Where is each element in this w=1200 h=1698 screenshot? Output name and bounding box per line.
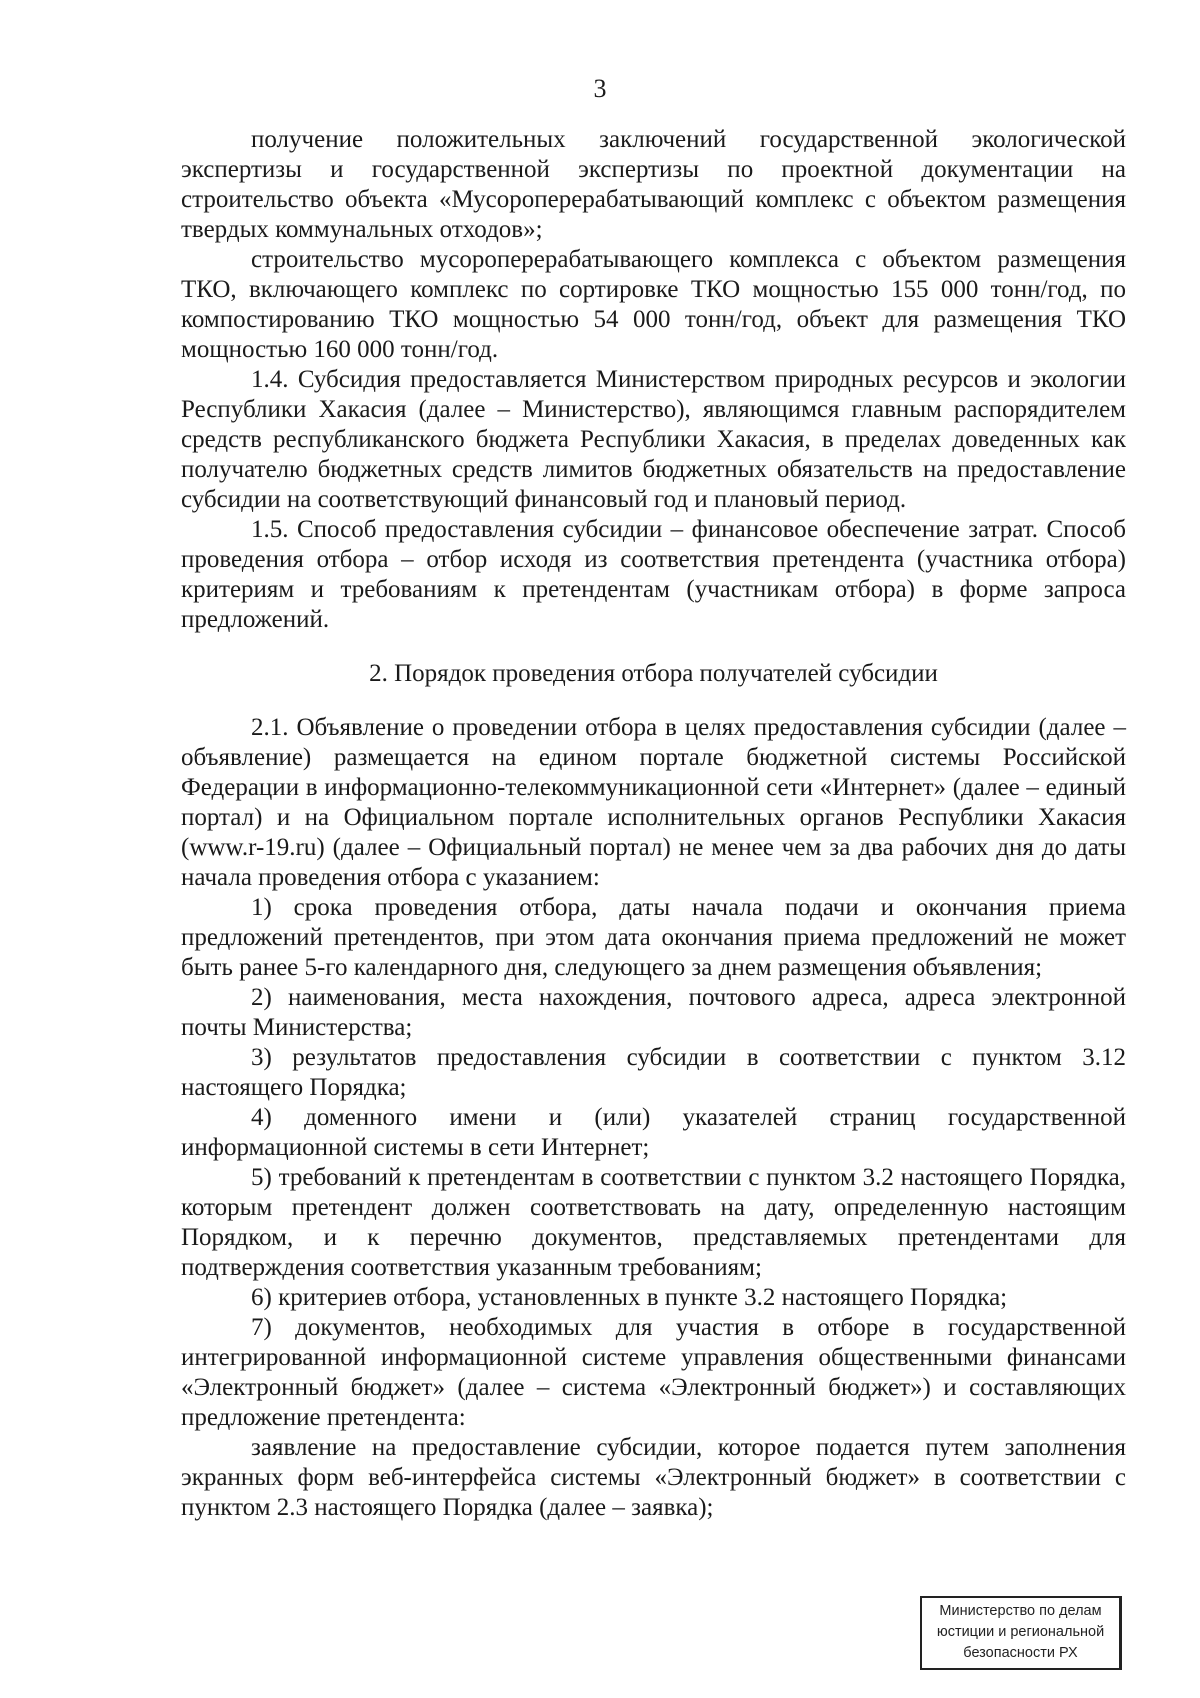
page-number: 3 (593, 74, 607, 103)
list-item: 5) требований к претендентам в соответствии с пунктом 3.2 настоящего Порядка, которым претендент должен соответствовать на дату, определенную настоящим Порядком, и к перечню документов, представляемых претендентами для подтверждения соответствия указанным требованиям; (181, 1164, 1126, 1281)
list-item: 7) документов, необходимых для участия в отборе в государственной интегрированной информационной системе управления общественными финансами «Электронный бюджет» (далее – система «Электронный бюджет») и составляющих предложение претендента: (181, 1314, 1126, 1431)
paragraph: 1.4. Субсидия предоставляется Министерством природных ресурсов и экологии Республики Хакасия (далее – Министерство), являющимся главным распорядителем средств республиканского бюджета Республики Хакасия, в пределах доведенных как получателю бюджетных средств лимитов бюджетных обязательств на предоставление субсидии на соответствующий финансовый год и плановый период. (181, 366, 1126, 513)
paragraph: строительство мусороперерабатывающего комплекса с объектом размещения ТКО, включающего комплекс по сортировке ТКО мощностью 155 000 тонн/год, по компостированию ТКО мощностью 54 000 тонн/год, объект для размещения ТКО мощностью 160 000 тонн/год. (181, 246, 1126, 363)
stamp-line: юстиции и региональной (936, 1624, 1105, 1640)
ministry-stamp (920, 1596, 1122, 1670)
paragraph: заявление на предоставление субсидии, которое подается путем заполнения экранных форм веб-интерфейса системы «Электронный бюджет» в соответствии с пунктом 2.3 настоящего Порядка (далее – заявка); (181, 1434, 1126, 1521)
list-item: 4) доменного имени и (или) указателей страниц государственной информационной системы в сети Интернет; (181, 1104, 1126, 1161)
list-item: 3) результатов предоставления субсидии в соответствии с пунктом 3.12 настоящего Порядка; (181, 1044, 1126, 1101)
paragraph: 2.1. Объявление о проведении отбора в целях предоставления субсидии (далее – объявление) размещается на едином портале бюджетной системы Российской Федерации в информационно-телекоммуникационной сети «Интернет» (далее – единый портал) и на Официальном портале исполнительных органов Республики Хакасия (www.r-19.ru) (далее – Официальный портал) не менее чем за два рабочих дня до даты начала проведения отбора с указанием: (181, 714, 1126, 891)
document-body (181, 125, 1126, 1523)
list-item: 6) критериев отбора, установленных в пункте 3.2 настоящего Порядка; (251, 1284, 1008, 1311)
list-item: 1) срока проведения отбора, даты начала подачи и окончания приема предложений претендентов, при этом дата окончания приема предложений не может быть ранее 5-го календарного дня, следующего за днем размещения объявления; (181, 894, 1126, 981)
paragraph: получение положительных заключений государственной экологической экспертизы и государственной экспертизы по проектной документации на строительство объекта «Мусороперерабатывающий комплекс с объектом размещения твердых коммунальных отходов»; (181, 126, 1126, 243)
stamp-line: Министерство по делам (939, 1603, 1102, 1619)
section-heading: 2. Порядок проведения отбора получателей субсидии (369, 660, 938, 687)
paragraph: 1.5. Способ предоставления субсидии – финансовое обеспечение затрат. Способ проведения отбора – отбор исходя из соответствия претендента (участника отбора) критериям и требованиям к претендентам (участникам отбора) в форме запроса предложений. (181, 516, 1126, 633)
stamp-line: безопасности РХ (963, 1645, 1078, 1661)
list-item: 2) наименования, места нахождения, почтового адреса, адреса электронной почты Министерства; (181, 984, 1126, 1041)
